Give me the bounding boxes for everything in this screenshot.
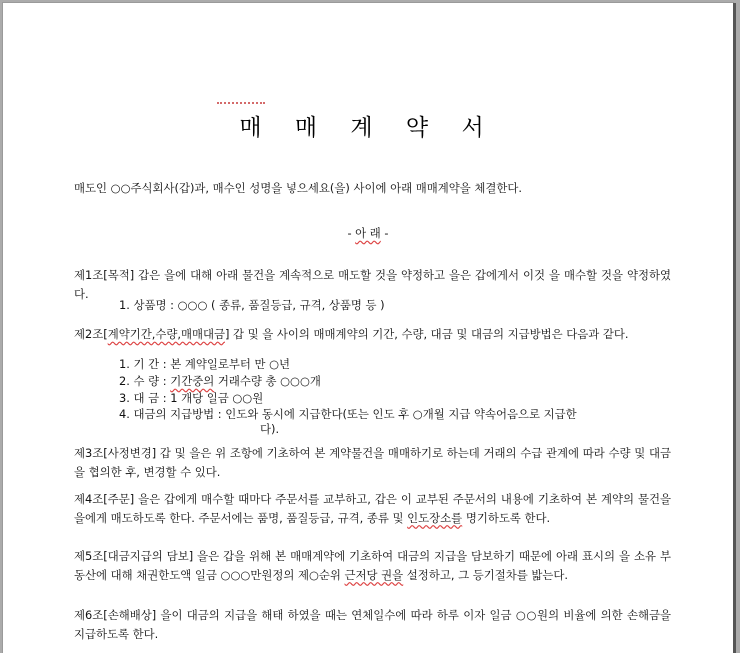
intro-paragraph: 매도인 ○○주식회사(갑)과, 매수인 성명을 넣으세요(을) 사이에 아래 매매계약을 체결한다. <box>74 181 522 195</box>
article-2-heading: 계약기간,수량,매매대금 <box>107 327 225 341</box>
article-1: 제1조[목적] 갑은 을에 대해 아래 물건을 계속적으로 매도할 것을 약정하고 을은 갑에게서 이것 을 매수할 것을 약정하였다. <box>74 268 671 301</box>
article-2-item-2-c: 거래수량 총 ○○○개 <box>214 374 321 388</box>
article-5-part-a: 제5조[대금지급의 담보] 을은 갑을 위해 본 매매계약에 기초하여 대금의 지급을 담보하기 때문에 아래 표시의 을 소유 부동산에 대해 채권한도액 일금 ○○○만원정의 제○순위 <box>74 549 671 582</box>
article-2-part-a: 제2조[ <box>74 327 108 341</box>
article-5 <box>74 547 671 584</box>
article-2-item-2 <box>119 372 321 391</box>
subheading <box>3 225 733 241</box>
article-4-part-a: 제4조[주문] 을은 갑에게 매수할 때마다 주문서를 교부하고, 갑은 이 교부된 주문서의 내용에 기초하여 본 계약의 물건을 을에게 매도하도록 한다. 주문서에는 품명, 품질등급, 규격, 종류 및 <box>74 492 671 525</box>
article-2-item-2-a: 2. 수 량 : <box>119 374 171 388</box>
spellcheck-marker <box>217 102 265 104</box>
subheading-word: 아 래 <box>355 226 381 240</box>
document-page <box>3 3 733 653</box>
article-6: 제6조[손해배상] 을이 대금의 지급을 해태 하였을 때는 연체일수에 따라 하루 이자 일금 ○○원의 비율에 의한 손해금을 지급하도록 한다. <box>74 608 671 641</box>
subheading-suffix: - <box>380 226 389 240</box>
article-4-part-b: 인도장소를 <box>407 510 463 525</box>
article-4-part-c: 명기하도록 한다. <box>462 510 551 525</box>
article-3: 제3조[사정변경] 갑 및 을은 위 조항에 기초하여 본 계약물건을 매매하기로 하는데 거래의 수급 관계에 따라 수량 및 대금을 협의한 후, 변경할 수 있다. <box>74 446 671 479</box>
subheading-prefix: - <box>347 226 356 240</box>
article-1-item-1: 1. 상품명 : ○○○ ( 종류, 품질등급, 규격, 상품명 등 ) <box>119 298 385 312</box>
article-5-part-c: 설정하고, 그 등기절차를 밟는다. <box>403 567 568 582</box>
article-5-part-b: 근저당 권을 <box>344 567 404 582</box>
article-2-item-3: 3. 대 금 : 1 개당 일금 ○○원 <box>119 391 264 405</box>
article-2-part-c: ] 갑 및 을 사이의 매매계약의 기간, 수량, 대금 및 대금의 지급방법은 다음과 같다. <box>224 327 629 341</box>
article-2-item-4: 4. 대금의 지급방법 : 인도와 동시에 지급한다(또는 인도 후 ○개월 지급 약속어음으로 지급한 <box>119 407 577 421</box>
article-2 <box>74 325 671 344</box>
article-2-item-1: 1. 기 간 : 본 계약일로부터 만 ○년 <box>119 357 291 371</box>
article-4 <box>74 490 671 527</box>
document-title: 매 매 계 약 서 <box>239 115 497 141</box>
article-2-item-4-cont: 다). <box>260 422 280 436</box>
article-2-item-2-b: 기간중의 <box>170 374 215 388</box>
